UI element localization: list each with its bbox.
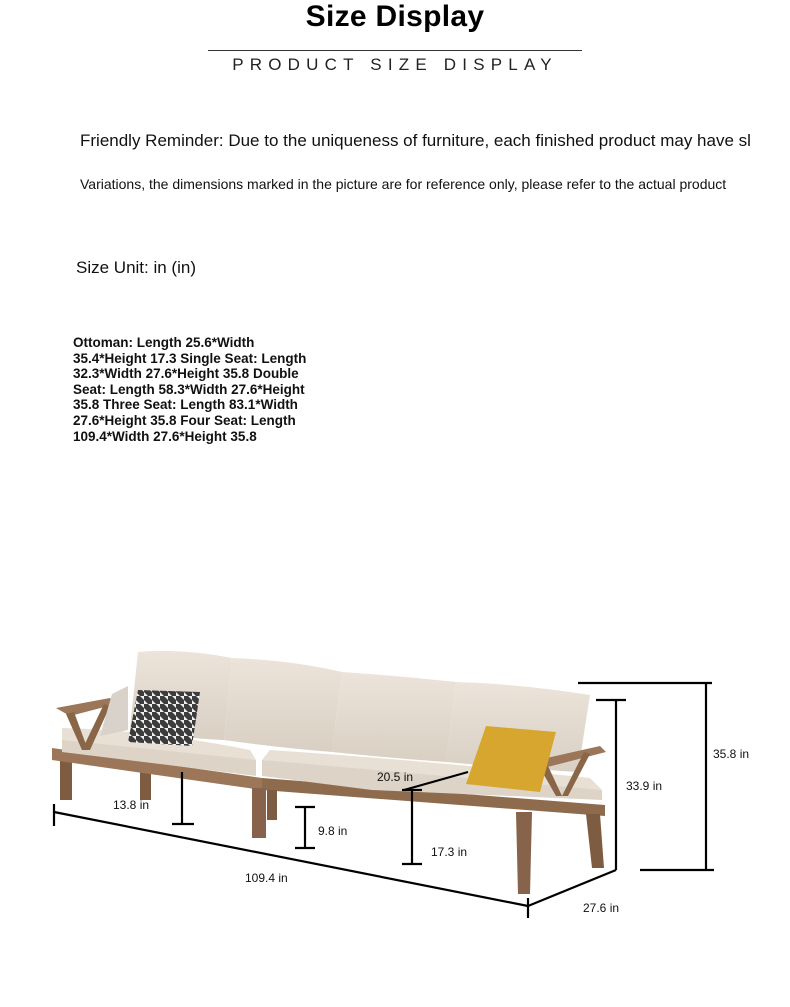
dimensions-list: Ottoman: Length 25.6*Width 35.4*Height 17.3 Single Seat: Length 32.3*Width 27.6*Height 35.8 Double Seat: Length 58.3*Width 27.6*Height 35.8 Three Seat: Length 83.1*Width 27.6*Height 35.8 Four Seat: Length 109.4*Width 27.6*Height 35.8 — [73, 335, 307, 444]
reminder-line-2: Variations, the dimensions marked in the picture are for reference only, please refer to the actual product — [80, 176, 727, 192]
back-height-label: 33.9 in — [626, 779, 663, 793]
overall-height-label: 35.8 in — [713, 747, 750, 761]
width-label: 27.6 in — [583, 901, 620, 915]
armrest-height-label: 13.8 in — [113, 798, 150, 812]
seat-depth-label: 20.5 in — [377, 770, 414, 784]
leg-height-label: 9.8 in — [318, 824, 348, 838]
length-label: 109.4 in — [245, 871, 288, 885]
title-divider — [208, 50, 582, 51]
page-subtitle: PRODUCT SIZE DISPLAY — [232, 55, 558, 74]
size-unit: Size Unit: in (in) — [76, 258, 196, 277]
page-title: Size Display — [305, 0, 485, 33]
sofa-illustration — [52, 651, 606, 894]
sofa-dimension-diagram — [0, 600, 790, 930]
reminder-line-1: Friendly Reminder: Due to the uniqueness of furniture, each finished product may have sl — [80, 131, 751, 150]
seat-height-label: 17.3 in — [431, 845, 468, 859]
